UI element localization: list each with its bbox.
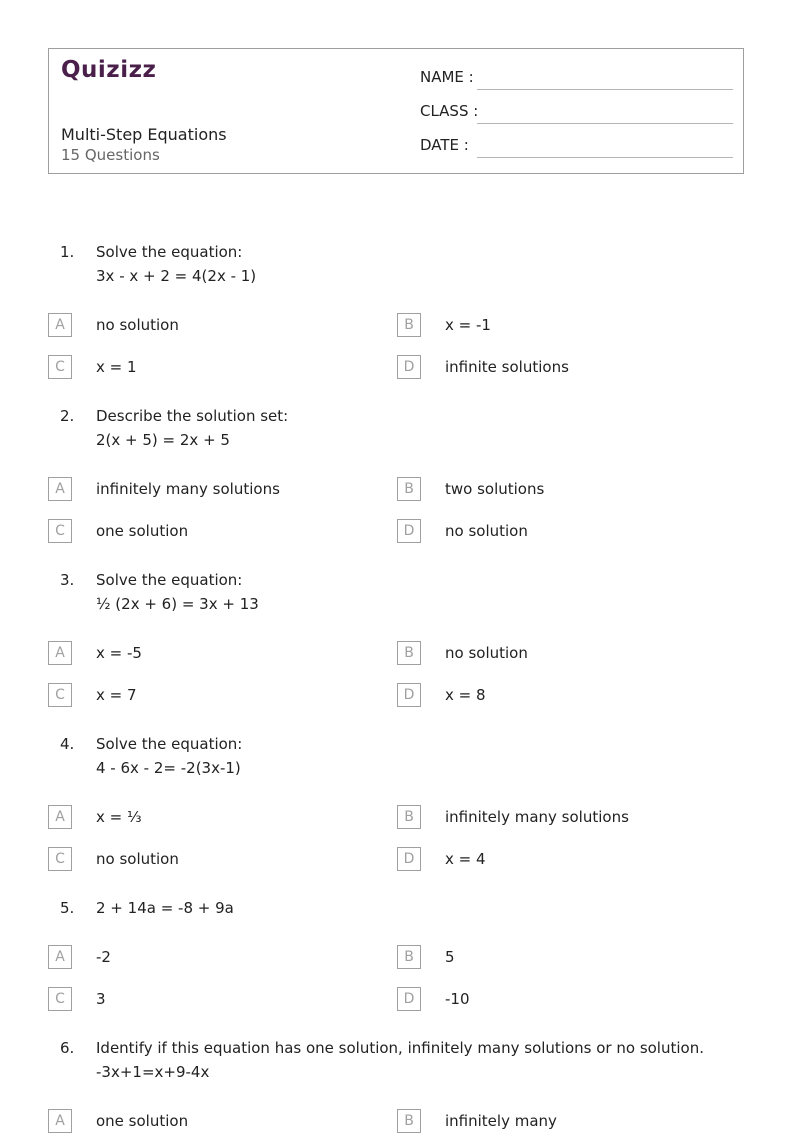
question-line: Identify if this equation has one solution, infinitely many solutions or no solution.: [96, 1039, 704, 1057]
option-letter-box[interactable]: B: [397, 945, 421, 969]
question-number: 6.: [60, 1039, 75, 1057]
option-letter-box[interactable]: D: [397, 987, 421, 1011]
option-text: x = 4: [445, 850, 486, 868]
date-line[interactable]: [477, 157, 733, 158]
option-text: infinitely many solutions: [445, 808, 629, 826]
option-letter-box[interactable]: B: [397, 641, 421, 665]
question-text: [96, 732, 242, 780]
option-letter-box[interactable]: D: [397, 519, 421, 543]
worksheet-title: Multi-Step Equations: [61, 125, 227, 144]
option-text: no solution: [445, 522, 528, 540]
question-number: 3.: [60, 571, 75, 589]
option-text: infinitely many solutions: [96, 480, 280, 498]
question-line: Describe the solution set:: [96, 407, 289, 425]
question-line: Solve the equation:: [96, 571, 243, 589]
option-text: no solution: [445, 644, 528, 662]
option-text: no solution: [96, 316, 179, 334]
option-letter-box[interactable]: C: [48, 519, 72, 543]
option-letter-box[interactable]: A: [48, 313, 72, 337]
option-letter-box[interactable]: A: [48, 641, 72, 665]
option-text: one solution: [96, 1112, 189, 1130]
question-line: 3x - x + 2 = 4(2x - 1): [96, 267, 257, 285]
option-letter-box[interactable]: D: [397, 683, 421, 707]
option-text: infinitely many: [445, 1112, 557, 1130]
question-number: 1.: [60, 243, 75, 261]
option-letter-box[interactable]: A: [48, 1109, 72, 1133]
option-text: -10: [445, 990, 470, 1008]
option-text: no solution: [96, 850, 179, 868]
option-letter-box[interactable]: D: [397, 847, 421, 871]
question-text: [96, 896, 234, 920]
question-number: 2.: [60, 407, 75, 425]
option-letter-box[interactable]: B: [397, 1109, 421, 1133]
option-letter-box[interactable]: B: [397, 313, 421, 337]
option-letter-box[interactable]: C: [48, 355, 72, 379]
question-number: 5.: [60, 899, 75, 917]
class-line[interactable]: [477, 123, 733, 124]
option-text: one solution: [96, 522, 189, 540]
option-letter-box[interactable]: C: [48, 847, 72, 871]
question-count: 15 Questions: [61, 146, 160, 164]
question-line: ½ (2x + 6) = 3x + 13: [96, 595, 259, 613]
option-letter-box[interactable]: A: [48, 805, 72, 829]
question-text: [96, 240, 256, 288]
option-text: x = 8: [445, 686, 486, 704]
option-text: x = -5: [96, 644, 142, 662]
date-label: DATE :: [420, 136, 469, 154]
option-text: -2: [96, 948, 111, 966]
question-line: -3x+1=x+9-4x: [96, 1063, 210, 1081]
option-text: 5: [445, 948, 455, 966]
worksheet-header: [48, 48, 744, 174]
question-line: 4 - 6x - 2= -2(3x-1): [96, 759, 241, 777]
question-line: Solve the equation:: [96, 243, 243, 261]
option-text: infinite solutions: [445, 358, 569, 376]
option-letter-box[interactable]: C: [48, 987, 72, 1011]
question-line: 2 + 14a = -8 + 9a: [96, 899, 234, 917]
question-text: [96, 1036, 704, 1084]
option-text: 3: [96, 990, 106, 1008]
class-label: CLASS :: [420, 102, 479, 120]
option-letter-box[interactable]: A: [48, 477, 72, 501]
option-text: x = 7: [96, 686, 137, 704]
option-text: x = ⅓: [96, 808, 142, 826]
option-text: two solutions: [445, 480, 545, 498]
option-letter-box[interactable]: D: [397, 355, 421, 379]
option-letter-box[interactable]: C: [48, 683, 72, 707]
option-text: x = -1: [445, 316, 491, 334]
option-text: x = 1: [96, 358, 137, 376]
question-line: Solve the equation:: [96, 735, 243, 753]
question-text: [96, 568, 259, 616]
option-letter-box[interactable]: A: [48, 945, 72, 969]
question-number: 4.: [60, 735, 75, 753]
name-line[interactable]: [477, 89, 733, 90]
question-text: [96, 404, 288, 452]
question-line: 2(x + 5) = 2x + 5: [96, 431, 230, 449]
option-letter-box[interactable]: B: [397, 477, 421, 501]
quizizz-logo: Quizizz: [61, 57, 157, 83]
name-label: NAME :: [420, 68, 474, 86]
option-letter-box[interactable]: B: [397, 805, 421, 829]
